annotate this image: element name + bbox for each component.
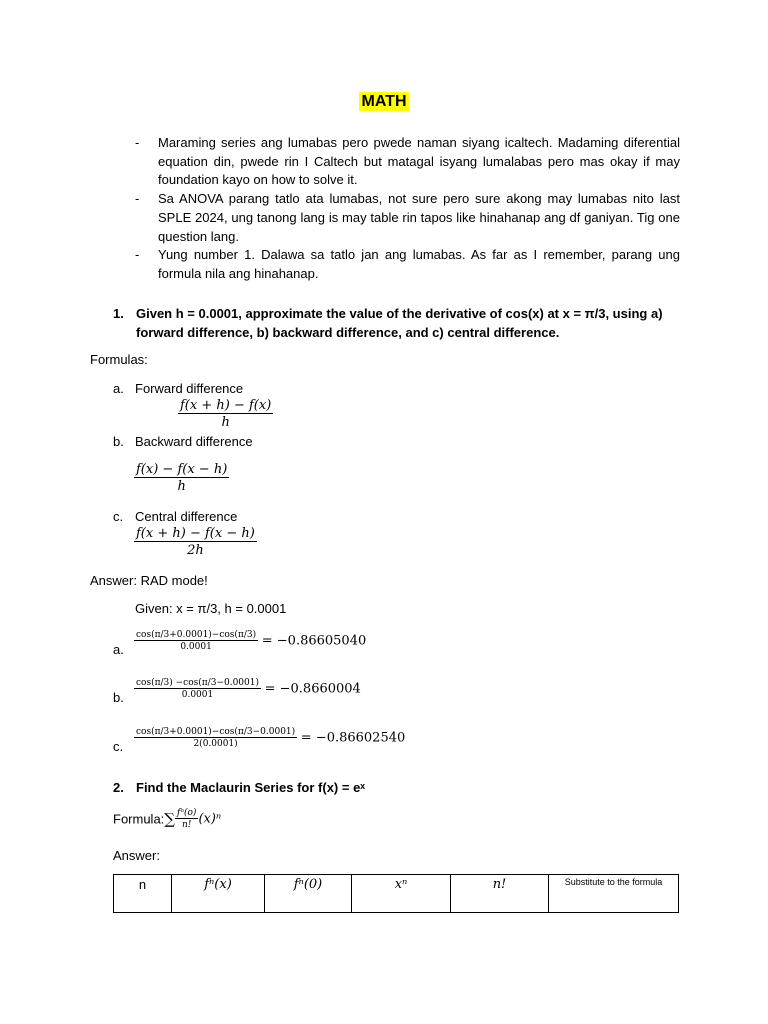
col-fn-x: fⁿ(x)	[172, 875, 265, 913]
list-item	[135, 134, 680, 190]
question-1-text: Given h = 0.0001, approximate the value of the derivative of cos(x) at x = π/3, using a) forward difference, b) backward difference, and c) central difference.	[136, 306, 663, 340]
list-item	[135, 190, 680, 246]
computation-a	[134, 630, 366, 652]
computation-c	[134, 727, 405, 749]
answer2-label: Answer:	[113, 848, 160, 863]
computation-c-denominator: 2(0.0001)	[134, 737, 297, 749]
computation-c-marker: c.	[113, 739, 124, 754]
computation-a-numerator: cos(π/3+0.0001)−cos(π/3)	[136, 630, 257, 640]
formula-b-fraction	[134, 462, 229, 494]
question-1-number: 1.	[113, 306, 124, 321]
answer-label: Answer: RAD mode!	[90, 573, 208, 588]
computation-b-denominator: 0.0001	[134, 688, 261, 700]
page-title-text: MATH	[361, 93, 407, 110]
computation-b-result: = −0.8660004	[264, 681, 361, 697]
computation-b	[134, 678, 361, 700]
formula-b-numerator: f(x) − f(x − h)	[136, 462, 228, 477]
formula-c-numerator: f(x + h) − f(x − h)	[136, 526, 255, 541]
computation-c-result: = −0.86602540	[300, 730, 406, 746]
question-2	[113, 778, 673, 797]
bullet-text: Yung number 1. Dalawa sa tatlo jan ang lumabas. As far as I remember, parang ung formula nila ang hinahanap.	[158, 247, 680, 281]
formula-label: Formula:	[113, 811, 165, 827]
maclaurin-table	[113, 874, 679, 913]
computation-b-numerator: cos(π/3) −cos(π/3−0.0001)	[136, 678, 259, 688]
col-fn-0: fⁿ(0)	[265, 875, 352, 913]
maclaurin-formula	[113, 808, 221, 830]
col-x-n: xⁿ	[352, 875, 451, 913]
computation-a-result: = −0.86605040	[261, 633, 367, 649]
formula-a-label: Forward difference	[135, 381, 244, 396]
given-text: Given: x = π/3, h = 0.0001	[135, 601, 287, 616]
formula-a-numerator: f(x + h) − f(x)	[180, 398, 272, 413]
page-title	[0, 93, 768, 111]
formula-b-label: Backward difference	[135, 434, 253, 449]
formula-c-fraction	[134, 526, 257, 558]
computation-a-denominator: 0.0001	[134, 640, 258, 652]
bullet-marker: -	[135, 247, 140, 263]
formula-a-marker: a.	[113, 381, 124, 396]
formula-c-label: Central difference	[135, 509, 238, 524]
formula-denominator: n!	[175, 818, 198, 830]
formula-a-fraction	[178, 398, 273, 430]
formula-tail: (x)ⁿ	[198, 811, 222, 827]
computation-a-marker: a.	[113, 642, 124, 657]
bullet-marker: -	[135, 191, 140, 207]
question-2-text: Find the Maclaurin Series for f(x) = eˣ	[136, 780, 366, 795]
computation-b-marker: b.	[113, 690, 124, 705]
col-n-factorial: n!	[451, 875, 549, 913]
notes-list	[135, 134, 680, 284]
formula-c-denominator: 2h	[134, 541, 257, 558]
bullet-text: Maraming series ang lumabas pero pwede naman siyang icaltech. Madaming diferential equation din, pwede rin I Caltech but matagal isyang lumalabas pero mas okay if may foundation kayo on how to solve it.	[158, 135, 680, 188]
formula-c-marker: c.	[113, 509, 124, 524]
formula-numerator: fⁿ(o)	[177, 808, 197, 818]
question-2-number: 2.	[113, 780, 124, 795]
bullet-text: Sa ANOVA parang tatlo ata lumabas, not sure pero sure akong may lumabas nito last SPLE 2024, ung tanong lang is may table rin tapos like hinahanap ang df ganiyan. Tig one question lang.	[158, 191, 680, 244]
formula-b-marker: b.	[113, 434, 124, 449]
formula-b-denominator: h	[134, 477, 229, 494]
formulas-label: Formulas:	[90, 352, 148, 367]
bullet-marker: -	[135, 135, 140, 150]
question-1	[113, 304, 673, 342]
list-item	[135, 246, 680, 283]
col-n: n	[114, 875, 172, 913]
computation-c-numerator: cos(π/3+0.0001)−cos(π/3−0.0001)	[136, 727, 296, 737]
col-substitute: Substitute to the formula	[549, 875, 679, 913]
table-header-row	[114, 875, 679, 913]
formula-a-denominator: h	[178, 413, 273, 430]
sigma-symbol: ∑	[164, 810, 176, 828]
